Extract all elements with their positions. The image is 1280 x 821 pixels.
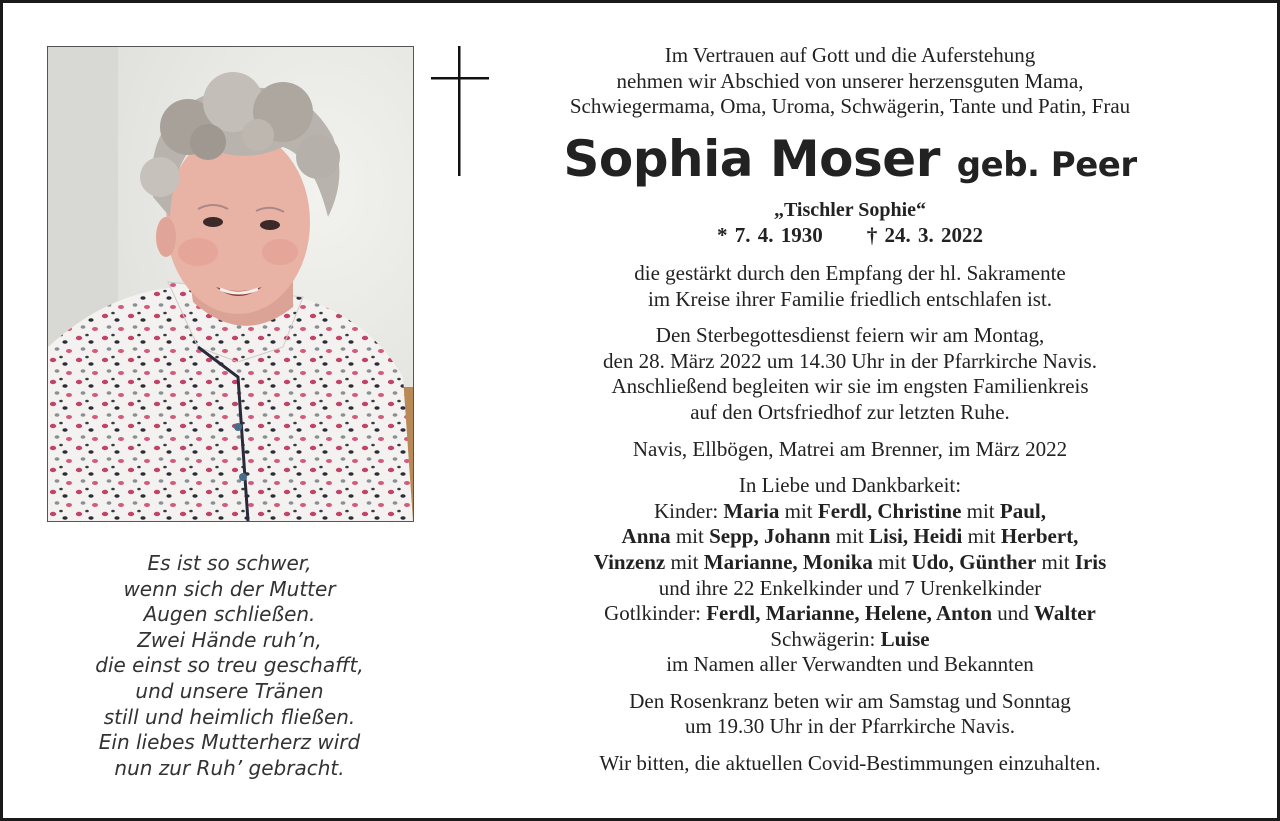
passing-text [485, 261, 1215, 312]
poem-line: wenn sich der Mutter [123, 576, 336, 601]
relatives-line: im Namen aller Verwandten und Bekannten [666, 652, 1034, 677]
covid-note: Wir bitten, die aktuellen Covid-Bestimmungen einzuhalten. [599, 751, 1101, 776]
memorial-poem [47, 551, 412, 781]
poem-line: nun zur Ruh’ gebracht. [114, 755, 345, 780]
gratitude-line: In Liebe und Dankbarkeit: [738, 473, 962, 498]
mourner-name: Walter [1034, 601, 1096, 626]
connector: mit [835, 524, 864, 549]
grandchildren-line: und ihre 22 Enkelkinder und 7 Urenkelkinder [658, 575, 1042, 600]
deceased-name-heading [485, 130, 1215, 194]
mourner-name: Ferdl, Christine [817, 498, 962, 523]
birth-date: * 7. 4. 1930 [717, 223, 823, 248]
mourner-name: Luise [880, 626, 930, 651]
poem-line: und unsere Tränen [135, 678, 324, 703]
connector: mit [784, 498, 813, 523]
cross-icon [431, 46, 489, 176]
birth-name: geb. Peer [956, 144, 1137, 185]
portrait-photo [47, 46, 414, 522]
mourners-line [485, 550, 1215, 576]
godchildren-line [485, 601, 1215, 627]
connector: mit [675, 524, 704, 549]
place-date: Navis, Ellbögen, Matrei am Brenner, im März 2022 [632, 436, 1068, 461]
obituary-text [485, 43, 1215, 777]
connector: mit [966, 498, 995, 523]
connector: mit [670, 549, 699, 574]
mourner-name: Vinzenz [593, 549, 666, 574]
mourner-name: Udo, Günther [911, 549, 1037, 574]
intro-line: Schwiegermama, Oma, Uroma, Schwägerin, Tante und Patin, Frau [569, 94, 1131, 119]
mourner-name: Lisi, Heidi [869, 524, 963, 549]
passing-line: im Kreise ihrer Familie friedlich entschlafen ist. [647, 286, 1053, 311]
intro [485, 43, 1215, 120]
death-date: † 24. 3. 2022 [866, 223, 983, 248]
godchildren-label: Gotlkinder: [604, 601, 701, 626]
mourner-name: Maria [723, 498, 780, 523]
connector: und [997, 601, 1029, 626]
rosary-line: Den Rosenkranz beten wir am Samstag und Sonntag [629, 688, 1071, 713]
deceased-name: Sophia Moser [563, 129, 940, 188]
life-dates [485, 223, 1215, 249]
intro-line: nehmen wir Abschied von unserer herzensguten Mama, [616, 68, 1084, 93]
nickname: „Tischler Sophie“ [773, 198, 927, 221]
funeral-text [485, 323, 1215, 425]
poem-line: Es ist so schwer, [147, 551, 312, 575]
mourner-name: Marianne, Monika [703, 549, 873, 574]
mourner-name: Iris [1074, 549, 1107, 574]
mourners-line [485, 524, 1215, 550]
mourner-name: Ferdl, Marianne, Helene, Anton [706, 601, 993, 626]
poem-line: Augen schließen. [143, 602, 316, 627]
connector: mit [878, 549, 907, 574]
poem-line: die einst so treu geschafft, [95, 653, 364, 678]
intro-line: Im Vertrauen auf Gott und die Auferstehung [664, 43, 1036, 67]
funeral-line: Anschließend begleiten wir sie im engsten Familienkreis [611, 374, 1089, 399]
funeral-line: den 28. März 2022 um 14.30 Uhr in der Pfarrkirche Navis. [603, 348, 1097, 373]
mourner-name: Paul, [999, 498, 1046, 523]
passing-line: die gestärkt durch den Empfang der hl. Sakramente [634, 260, 1066, 285]
funeral-line: Den Sterbegottesdienst feiern wir am Montag, [655, 323, 1045, 348]
mourner-name: Sepp, Johann [709, 524, 831, 549]
connector: mit [967, 524, 996, 549]
mourners-list [485, 499, 1215, 678]
funeral-line: auf den Ortsfriedhof zur letzten Ruhe. [690, 399, 1010, 424]
sister-in-law-label: Schwägerin: [770, 626, 876, 651]
sister-in-law-line [485, 627, 1215, 653]
mourner-name: Herbert, [1000, 524, 1079, 549]
poem-line: Zwei Hände ruh’n, [137, 627, 322, 652]
connector: mit [1041, 549, 1070, 574]
mourners-line [485, 499, 1215, 525]
poem-line: Ein liebes Mutterherz wird [98, 730, 361, 755]
children-label: Kinder: [654, 498, 719, 523]
poem-line: still und heimlich fließen. [103, 704, 356, 729]
rosary-text [485, 689, 1215, 740]
mourner-name: Anna [621, 524, 671, 549]
rosary-line: um 19.30 Uhr in der Pfarrkirche Navis. [684, 714, 1016, 739]
